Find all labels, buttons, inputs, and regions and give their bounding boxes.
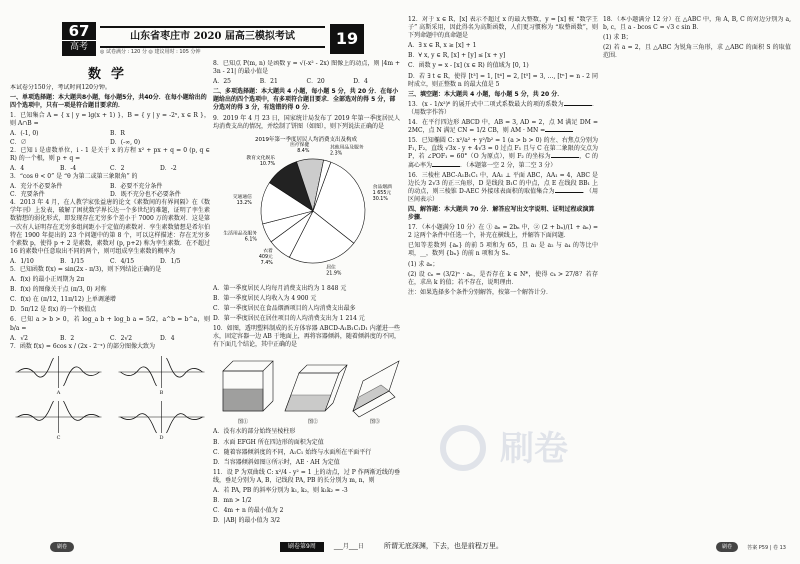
pie-label: 居住 <box>326 265 336 271</box>
option: C．充要条件 <box>10 191 45 199</box>
question-10: 10．如图，透明塑料制成的长方体容器 ABCD-A₁B₁C₁D₁ 内灌进一些水，固定容器一边 AB 于地面上，再将容器倾斜，随着倾斜度的不同，有下面几个结论，其中正确的是 <box>213 325 400 349</box>
question-6: 6．已知 a > b > 0，若 log_a b + log_b a = 5/2，a^b = b^a，则 b/a = <box>10 316 210 332</box>
answer-blank[interactable] <box>551 157 579 158</box>
exam-number: 19 <box>330 24 364 54</box>
option: D．当容器倾斜如图③所示时，AE · AH 为定值 <box>213 458 340 466</box>
pie-label: 8.4% <box>297 148 310 154</box>
question-12: 12．对于 x ∈ R，[x] 表示不超过 x 的最大整数，y = [x] 被 “数学王子” 高斯采用，因此得名为高斯函数，人们更习惯称为 “取整函数”，则下列命题中的真命题是 <box>408 16 598 40</box>
graph-d <box>113 399 210 441</box>
question-text: ．（本题第一空 2 分，第二空 3 分） <box>460 161 557 169</box>
subject-heading: 数学 <box>88 67 135 82</box>
option: B．第一季度居民人均收入为 4 900 元 <box>213 294 317 302</box>
pie-label: 6.1% <box>244 237 257 243</box>
intro-text: 本试卷分150分，考试时间120分钟。 <box>10 84 111 91</box>
graph-b <box>113 354 210 396</box>
pie-label: 30.1% <box>372 196 388 202</box>
option: B．∀ x, y ∈ R, [x] + [y] ≤ [x + y] <box>408 52 506 60</box>
option: B．2 <box>60 334 75 342</box>
function-graphs <box>10 354 210 441</box>
option: A．1/10 <box>10 257 34 265</box>
graph-label: C <box>56 434 61 441</box>
graph-label: A <box>56 389 61 396</box>
question-16 <box>408 172 598 204</box>
answer-blank[interactable] <box>545 131 573 132</box>
option: D．第一季度居民在居住项目的人均消费支出为 1 214 元 <box>213 315 365 323</box>
option: D．若 ∃ t ∈ R，使得 [t³] = 1, [t⁴] = 2, [t⁵] = 3, …, [tⁿ] = n - 2 同时成立，则正整数 n 的最大值是 5 <box>408 72 598 88</box>
question-8: 8．已知点 P(m, n) 是函数 y = √(-x² - 2x) 图像上的动点，则 |4m + 3n - 21| 的最小值是 <box>213 60 400 76</box>
pie-label: 1 655元 <box>372 190 392 196</box>
question-18-part-2: (2) 若 a = 2，且 △ABC 为锐角三角形，求 △ABC 的面积 S 的取值范围． <box>603 44 791 60</box>
question-17-part-2: (2) 设 cₙ = (3/2)ⁿ · aₙ，是否存在 k ∈ N*，使得 cₖ > 27/8？若存在，求出 k 的值；若不存在，说明理由． <box>408 270 598 286</box>
brand-icon-right: 刷卷 <box>716 542 738 552</box>
option: C．∅ <box>10 138 27 146</box>
section-heading: 四、解答题：本大题共 70 分．解答应写出文字说明、证明过程或演算步骤． <box>408 205 595 222</box>
brand-icon-left: 刷卷 <box>50 542 74 552</box>
page-number: 答案 P59 | 卷 13 <box>747 545 786 551</box>
option: D．1/5 <box>160 257 181 265</box>
option: A．f(x) 的最小正周期为 2π <box>10 276 85 284</box>
option: D．|AB| 的最小值为 3/2 <box>213 517 281 525</box>
question-17-note: 注：如果选择多个条件分别解答，按第一个解答计分． <box>408 288 553 296</box>
option: C．4m + n 的最小值为 2 <box>213 507 284 515</box>
week-label: 刷卷第9周 <box>280 542 324 552</box>
pie-label: 13.2% <box>236 200 252 206</box>
pie-label: 10.7% <box>259 161 276 167</box>
option: C．f(x) 在 (π/12, 11π/12) 上单调递增 <box>10 296 116 304</box>
pie-label: 食品烟酒 <box>372 184 392 190</box>
question-13 <box>408 101 598 117</box>
question-text: ，C 的离心率为 <box>408 153 598 169</box>
slogan: 所谓无底深渊，下去，也是前程万里。 <box>383 542 503 551</box>
question-text: 13．(x - 1/x²)⁶ 的展开式中二项式系数最大的项的系数为 <box>408 100 564 108</box>
option: B．R <box>110 130 125 138</box>
option: C．20 <box>306 78 325 86</box>
question-14 <box>408 119 598 135</box>
option: B．21 <box>259 78 278 86</box>
question-7: 7．函数 f(x) = 6cos x / (2x - 2⁻ˣ) 的部分图像大致为 <box>10 342 156 350</box>
question-1: 1．已知集合 A = { x | y = lg(x + 1) }，B = { y | y = -2ˣ, x ∈ R }，则 A∩B = <box>10 112 210 128</box>
section-heading: 三、填空题：本大题共 4 小题，每小题 5 分，共 20 分． <box>408 90 564 98</box>
option: A．(-1, 0) <box>10 130 39 138</box>
section-heading: 一、单项选择题：本大题共8小题，每小题5分，共40分．在每小题给出的四个选项中，只有一项是符合题目要求的． <box>10 94 207 110</box>
option: A．没有水的部分始终呈棱柱形 <box>213 428 296 436</box>
graph-a-plot <box>10 354 107 390</box>
pie-title: 2019年第一季度居民人均消费支出及构成 <box>255 136 357 143</box>
graph-label: D <box>159 434 164 441</box>
option: D．5π/12 是 f(x) 的一个极值点 <box>10 306 97 314</box>
watermark <box>440 425 620 475</box>
pie-chart <box>213 133 400 283</box>
question-18: 18．（本小题满分 12 分）在 △ABC 中，角 A, B, C 的对边分别为 a, b, c，且 a - bcos C = √3 c sin B． <box>603 16 791 32</box>
exam-meta: ◎ 试卷满分 : 120 分 ◎ 建议用时 : 105 分钟 <box>100 49 201 55</box>
pie-label: 教育文化娱乐 <box>246 155 276 161</box>
footer <box>280 540 680 554</box>
options-1 <box>10 130 210 146</box>
question-text: 15．已知椭圆 C: x²/a² + y²/b² = 1 (a > b > 0) 的左、右焦点分别为 F₁, F₂，直线 √3x - y + 4√3 = 0 过点 F₁ 且与 C 在第二象限的交点为 P，若 ∠POF₁ = 60°（O 为原点），则 F₂ 的坐标为 <box>408 137 598 161</box>
option: D．4 <box>160 334 175 342</box>
container-figures <box>213 351 400 426</box>
question-17: 17．（本小题满分 10 分）在 ① aₙ = 2bₙ 中，② (2 + bₙ)/(1 + aₙ) = 2 这两个条件中任选一个，补充在横线上，并解答下面问题． <box>408 224 598 240</box>
question-18-part-1: (1) 求 B； <box>603 34 632 42</box>
option: B．-4 <box>60 164 77 172</box>
question-2: 2．已知 i 是虚数单位，i - 1 是关于 x 的方程 x² + px + q = 0 (p, q ∈ R) 的一个根，则 p + q = <box>10 146 210 162</box>
watermark-circle <box>440 425 486 471</box>
figure-label: 图② <box>307 419 319 426</box>
question-text: 14．在平行四边形 ABCD 中，AB = 3, AD = 2，点 M 满足 DM = 2MC，点 N 满足 CN = 1/2 CB，则 AM · MN = <box>408 119 598 135</box>
brand-logo <box>62 22 96 56</box>
option: A．25 <box>213 78 231 86</box>
figure-label: 图③ <box>369 419 381 426</box>
question-17-body: 已知等差数列 {aₙ} 的前 5 项和为 65，且 a₁ 是 a₂ 与 a₄ 的等比中项，__，数列 {bₙ} 的前 n 项和为 Sₙ． <box>408 242 598 258</box>
question-15 <box>408 137 598 169</box>
question-11: 11．设 P 为双曲线 C: x²/4 - y² = 1 上的动点，过 P 作两渐近线的垂线，垂足分别为 A, B，记线段 PA, PB 的长分别为 m, n，则 <box>213 468 400 484</box>
pie-label: 409元 <box>258 254 273 260</box>
pie-label: 衣着 <box>263 248 273 254</box>
watermark-text: 刷卷 <box>500 429 568 469</box>
exam-title: 山东省枣庄市 2020 届高三模拟考试 <box>100 26 325 48</box>
column-4 <box>603 16 791 136</box>
option: D．-2 <box>160 164 177 172</box>
graph-a <box>10 354 107 396</box>
option: B．mn > 1/2 <box>213 497 252 505</box>
option: D．4 <box>353 78 368 86</box>
options-6 <box>10 335 210 343</box>
pie-label: 交通通信 <box>232 194 252 200</box>
answer-blank[interactable] <box>564 105 592 106</box>
pie-label: 其他用品及服务 <box>330 145 364 151</box>
logo-text: 高考 <box>62 40 96 54</box>
option: C．函数 y = x - [x] (x ∈ R) 的值域为 [0, 1) <box>408 62 529 70</box>
graph-d-plot <box>113 399 210 435</box>
options-3 <box>10 183 210 199</box>
container-figures-svg <box>213 351 400 426</box>
option: B．必要不充分条件 <box>110 183 163 191</box>
answer-blank[interactable] <box>432 166 460 167</box>
option: B．f(x) 的图像关于点 (π/3, 0) 对称 <box>10 286 107 294</box>
pie-label: 2.3% <box>330 151 343 157</box>
option: C．2 <box>110 164 125 172</box>
pie-label: 7.4% <box>260 260 273 266</box>
question-5: 5．已知函数 f(x) = sin(2x - π/3)，则下列结论正确的是 <box>10 265 162 273</box>
options-8 <box>213 78 400 86</box>
logo-number: 67 <box>68 22 90 40</box>
options-2 <box>10 165 210 173</box>
column-1 <box>10 84 210 554</box>
option: A．若 PA, PB 的斜率分别为 k₁, k₂，则 k₁k₂ = -3 <box>213 486 348 494</box>
graph-label: B <box>159 389 164 396</box>
graph-c <box>10 399 107 441</box>
option: A．第一季度居民人均每月消费支出约为 1 848 元 <box>213 284 347 292</box>
graph-c-plot <box>10 399 107 435</box>
option: B．水面 EFGH 所在四边形的面积为定值 <box>213 438 324 446</box>
question-text: ．（用区间表示） <box>408 187 598 203</box>
option: C．2√2 <box>110 334 133 342</box>
figure-label: 图① <box>237 419 249 426</box>
pie-label: 医疗保健 <box>290 142 310 148</box>
question-9: 9．2019 年 4 月 23 日，国家统计局发布了 2019 年第一季度居民人均消费支出的情况，并绘制了饼图（如图），则下列说法正确的是 <box>213 114 400 130</box>
option: C．随着容器倾斜度的不同，A₁C₁ 始终与水面所在平面平行 <box>213 448 372 456</box>
question-text: ．（用数字作答） <box>408 100 598 116</box>
graph-b-plot <box>113 354 210 390</box>
option: A．√2 <box>10 334 28 342</box>
pie-label: 21.9% <box>326 271 342 277</box>
option: C．第一季度居民在食品烟酒项目的人均消费支出最多 <box>213 304 356 312</box>
question-text: 16．三棱柱 ABC-A₁B₁C₁ 中，AA₁ ⊥ 平面 ABC，AA₁ = 4，ABC 是边长为 2√3 的正三角形，D 是线段 B₁C 的中点，点 E 在线段 BB₁ 上的动点，则三棱锥 D-AEC 外接球表面积的取值集合为 <box>408 171 598 195</box>
option: D．(-∞, 0) <box>110 138 141 146</box>
section-heading: 二、多项选择题：本大题共 4 小题，每小题 5 分，共 20 分．在每小题给出的四个选项中，有多项符合题目要求．全部选对的得 5 分，部分选对的得 3 分，有选错的得 0 分． <box>213 88 399 112</box>
option: D．既不充分也不必要条件 <box>110 191 181 199</box>
option: C．4/15 <box>110 257 135 265</box>
option: A．∃ x ∈ R, x ≥ [x] + 1 <box>408 42 477 50</box>
column-2 <box>213 60 400 540</box>
answer-blank[interactable] <box>555 192 583 193</box>
question-3: 3．“cos θ < 0” 是 “θ 为第二或第三象限角” 的 <box>10 172 138 180</box>
pie-label: 生活用品及服务 <box>223 231 257 237</box>
option: A．4 <box>10 164 25 172</box>
pie-chart-svg <box>213 133 400 283</box>
option: B．1/15 <box>60 257 84 265</box>
option: A．充分不必要条件 <box>10 183 63 191</box>
options-4 <box>10 258 210 266</box>
question-17-part-1: (1) 求 aₙ； <box>408 260 439 268</box>
question-4: 4．2013 年 4 月，在人教学家张益唐的论文《素数间的有界间隔》在《数学年刊》上发表，破解了困扰数学界长达一个多世纪的难题，证明了孪生素数猜想的弱化形式，即发现存在无穷多个差小于 7000 万的素数对．这是第一次有人证明存在无穷多组间距小于定值的素数对．孪生素数猜想是希尔伯特在 1900 年提出的 23 个问题中的第 8 个，可以这样描述：存在无穷多个素数 p，使得 p + 2 是素数，素数对 (p, p+2) 称为孪生素数．在不超过 16 的素数中任意取出不同的两个，则可组成孪生素数的概率为 <box>10 199 210 255</box>
date-field[interactable]: ___月___日 <box>333 542 364 550</box>
